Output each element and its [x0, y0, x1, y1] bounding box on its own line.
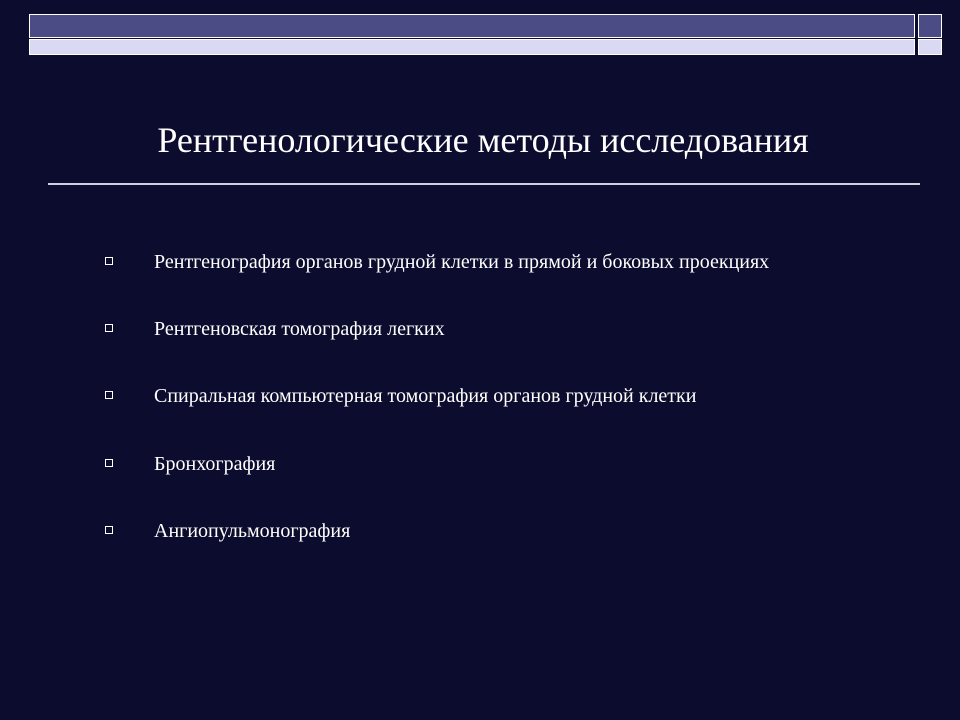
slide-title: Рентгенологические методы исследования — [157, 120, 809, 160]
bullet-item — [105, 383, 925, 413]
bullet-text: Ангиопульмонография — [154, 520, 351, 542]
bullet-text: Рентгенография органов грудной клетки в прямой и боковых проекциях — [154, 251, 770, 273]
square-bullet-icon — [105, 459, 113, 467]
bullet-text: Бронхография — [154, 453, 276, 475]
bullet-item — [105, 518, 925, 548]
bullet-text: Рентгеновская томография легких — [154, 318, 445, 340]
square-bullet-icon — [105, 324, 113, 332]
square-bullet-icon — [105, 391, 113, 399]
bullet-item — [105, 249, 925, 279]
bullet-item — [105, 316, 925, 346]
bullet-text: Спиральная компьютерная томография органов грудной клетки — [154, 385, 697, 407]
square-bullet-icon — [105, 257, 113, 265]
square-bullet-icon — [105, 526, 113, 534]
bullet-item — [105, 451, 925, 481]
